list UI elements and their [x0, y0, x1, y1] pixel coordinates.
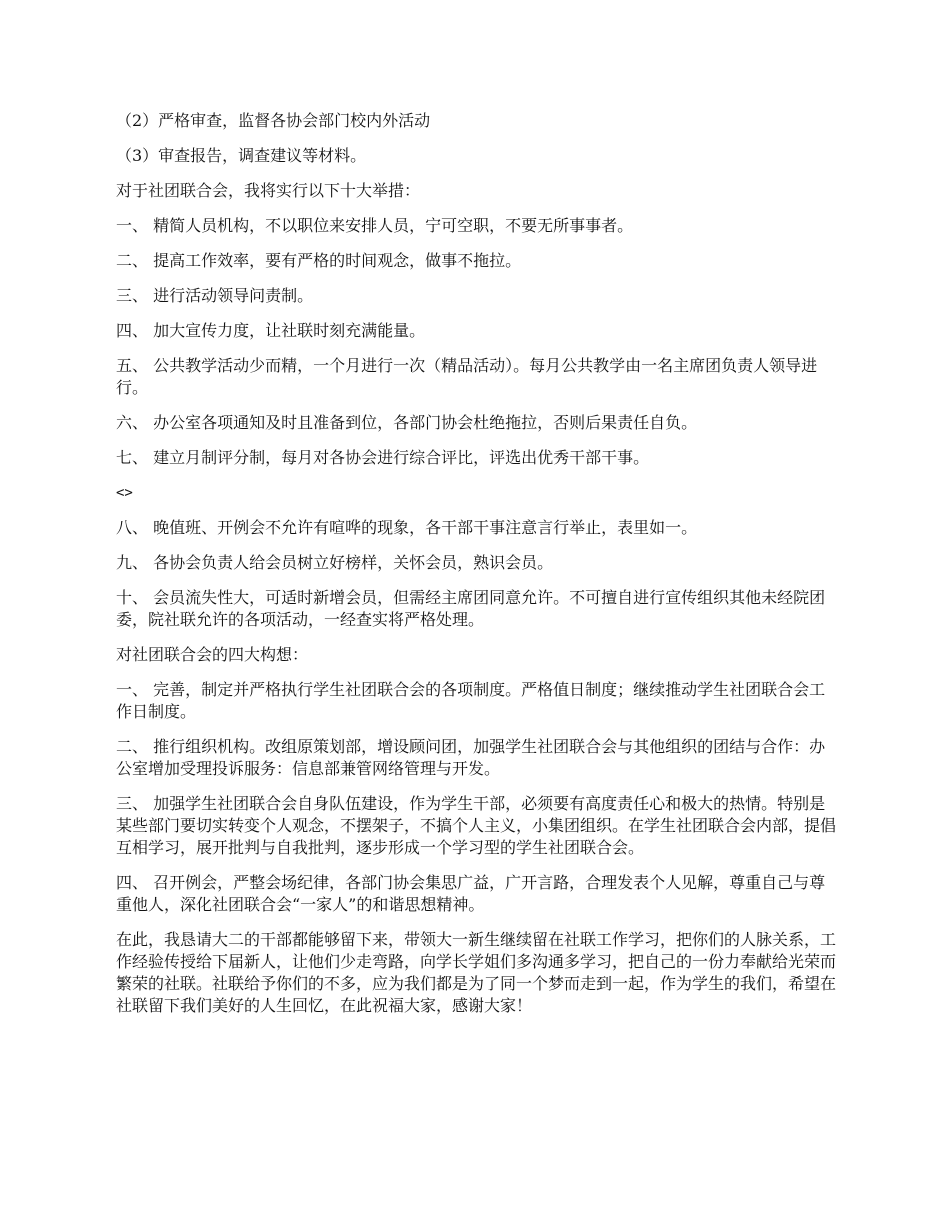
paragraph-idea-3: 三、 加强学生社团联合会自身队伍建设，作为学生干部，必须要有高度责任心和极大的热情。特别是某些部门要切实转变个人观念，不摆架子，不搞个人主义，小集团组织。在学生社团联合会内部，提倡互相学习，展开批判与自我批判，逐步形成一个学习型的学生社团联合会。	[116, 794, 837, 857]
paragraph-idea-2: 二、 推行组织机构。改组原策划部，增设顾问团，加强学生社团联合会与其他组织的团结与合作：办公室增加受理投诉服务：信息部兼管网络管理与开发。	[116, 737, 826, 778]
paragraph-measure-7: 七、 建立月制评分制，每月对各协会进行综合评比，评选出优秀干部干事。	[116, 448, 650, 467]
paragraph-review-reports: （3）审查报告，调查建议等材料。	[116, 146, 367, 165]
paragraph-measure-5: 五、 公共教学活动少而精，一个月进行一次（精品活动）。每月公共教学由一名主席团负责人领导进行。	[116, 356, 818, 397]
paragraph-idea-1: 一、 完善，制定并严格执行学生社团联合会的各项制度。严格值日制度；继续推动学生社团联合会工作日制度。	[116, 680, 826, 721]
paragraph-measure-8: 八、 晚值班、开例会不允许有喧哗的现象，各干部干事注意言行举止，表里如一。	[116, 518, 698, 537]
paragraph-measure-9: 九、 各协会负责人给会员树立好榜样，关怀会员，熟识会员。	[116, 553, 554, 572]
paragraph-measure-1: 一、 精简人员机构，不以职位来安排人员，宁可空职，不要无所事事者。	[116, 216, 634, 235]
paragraph-review-activities: （2）严格审查，监督各协会部门校内外活动	[116, 111, 431, 130]
paragraph-ten-measures-intro: 对于社团联合会，我将实行以下十大举措：	[116, 181, 421, 200]
paragraph-measure-6: 六、 办公室各项通知及时且准备到位，各部门协会杜绝拖拉，否则后果责任自负。	[116, 413, 698, 432]
document-body	[116, 110, 838, 1030]
paragraph-idea-4: 四、 召开例会，严整会场纪律，各部门协会集思广益，广开言路，合理发表个人见解，尊重自己与尊重他人，深化社团联合会“一家人”的和谐思想精神。	[116, 873, 826, 914]
paragraph-measure-2: 二、 提高工作效率，要有严格的时间观念，做事不拖拉。	[116, 251, 522, 270]
paragraph-four-ideas-intro: 对社团联合会的四大构想：	[116, 645, 309, 664]
paragraph-measure-4: 四、 加大宣传力度，让社联时刻充满能量。	[116, 321, 426, 340]
paragraph-placeholder-symbol: <>	[116, 485, 133, 501]
paragraph-closing: 在此，我恳请大二的干部都能够留下来，带领大一新生继续留在社联工作学习，把你们的人脉关系，工作经验传授给下届新人，让他们少走弯路，向学长学姐们多沟通多学习，把自己的一份力奉献给光荣而繁荣的社联。社联给予你们的不多，应为我们都是为了同一个梦而走到一起，作为学生的我们，希望在社联留下我们美好的人生回忆，在此祝福大家，感谢大家！	[116, 930, 837, 1015]
paragraph-measure-10: 十、 会员流失性大，可适时新增会员，但需经主席团同意允许。不可擅自进行宣传组织其他未经院团委，院社联允许的各项活动，一经查实将严格处理。	[116, 588, 826, 629]
paragraph-measure-3: 三、 进行活动领导问责制。	[116, 286, 314, 305]
